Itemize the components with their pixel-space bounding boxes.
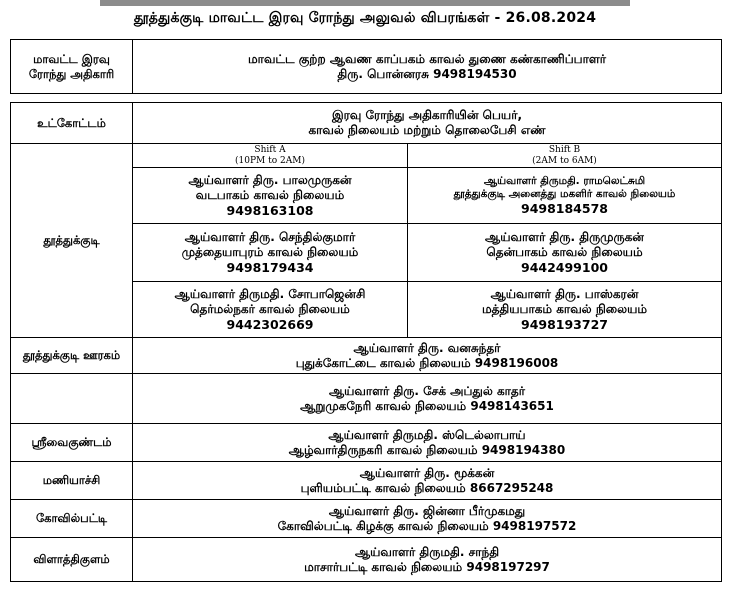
- officer-station-phone: புதுக்கோட்டை காவல் நிலையம் 9498196008: [295, 355, 559, 370]
- table-row: [11, 374, 722, 424]
- officer-name: ஆய்வாளர் திரு. பாஸ்கரன்: [490, 286, 639, 301]
- officer-cell: [408, 168, 722, 224]
- table-row: [11, 338, 722, 374]
- district-officer-designation: மாவட்ட குற்ற ஆவண காப்பகம் காவல் துணை கண்காணிப்பாளர்: [248, 51, 606, 66]
- officer-name: ஆய்வாளர் திருமதி. சாந்தி: [354, 544, 500, 559]
- officer-header-line2: காவல் நிலையம் மற்றும் தொலைபேசி எண்: [308, 123, 546, 137]
- officer-phone: 9498184578: [521, 200, 608, 216]
- shift-a-name: Shift A: [254, 144, 286, 155]
- officer-cell: [133, 338, 722, 374]
- officer-station: முத்தையாபுரம் காவல் நிலையம்: [181, 244, 359, 259]
- officer-cell: [133, 282, 408, 338]
- officer-cell: [133, 374, 722, 424]
- officer-name: ஆய்வாளர் திரு. பாலமுருகன்: [188, 172, 352, 187]
- officer-name: ஆய்வாளர் திரு. செந்தில்குமார்: [184, 229, 356, 244]
- shift-b-time: (2AM to 6AM): [532, 155, 597, 166]
- officer-station-phone: ஆறுமுகநேரி காவல் நிலையம் 9498143651: [300, 398, 554, 413]
- subdivision-rural: தூத்துக்குடி ஊரகம்: [11, 338, 133, 374]
- officer-phone: 9498163108: [226, 202, 314, 218]
- shift-b-name: Shift B: [548, 144, 581, 155]
- subdivision-blank: [11, 374, 133, 424]
- officer-name: ஆய்வாளர் திருமதி. ஸ்டெல்லாபாய்: [328, 427, 526, 442]
- officer-cell: [408, 282, 722, 338]
- officer-cell: [133, 462, 722, 500]
- officer-phone: 9498193727: [521, 316, 608, 332]
- officer-cell: [133, 424, 722, 462]
- officer-station: தூத்துக்குடி அனைத்து மகளிர் காவல் நிலையம்: [453, 187, 676, 200]
- table-row: [11, 500, 722, 538]
- officer-station: தென்பாகம் காவல் நிலையம்: [486, 244, 643, 259]
- subdivision-srivaikuntam: ஸ்ரீவைகுண்டம்: [11, 424, 133, 462]
- table-header-row: [11, 103, 722, 144]
- top-edge-bar: [100, 0, 630, 6]
- district-officer-details: [133, 40, 722, 94]
- officer-station-phone: புளியம்பட்டி காவல் நிலையம் 8667295248: [300, 480, 554, 495]
- shift-b-header: [408, 144, 722, 168]
- officer-station-phone: ஆழ்வார்திருநகரி காவல் நிலையம் 9498194380: [288, 442, 566, 457]
- officer-station: வடபாகம் காவல் நிலையம்: [195, 187, 345, 202]
- officer-phone: 9442499100: [521, 259, 608, 275]
- officer-name: ஆய்வாளர் திரு. திருமுருகன்: [485, 229, 644, 244]
- shift-a-time: (10PM to 2AM): [235, 155, 305, 166]
- officer-cell: [133, 500, 722, 538]
- officer-name: ஆய்வாளர் திரு. ஜின்னா பீர்முகமது: [328, 503, 526, 518]
- district-officer-table: [10, 39, 722, 94]
- subdivision-vilathikulam: விளாத்திகுளம்: [11, 538, 133, 582]
- officer-name: ஆய்வாளர் திரு. வனசுந்தர்: [353, 340, 501, 355]
- officer-station-phone: மாசார்பட்டி காவல் நிலையம் 9498197297: [304, 559, 550, 574]
- officer-cell: [133, 168, 408, 224]
- officer-station-phone: கோவில்பட்டி கிழக்கு காவல் நிலையம் 9498197572: [277, 518, 577, 533]
- table-row: [11, 538, 722, 582]
- officer-station: மத்தியபாகம் காவல் நிலையம்: [481, 301, 648, 316]
- subdivision-header: உட்கோட்டம்: [11, 103, 133, 144]
- district-officer-name-phone: திரு. பொன்னரசு 9498194530: [337, 66, 517, 81]
- officer-name: ஆய்வாளர் திருமதி. ராமலெட்சுமி: [483, 174, 646, 187]
- table-row: [11, 424, 722, 462]
- subdivision-maniyachi: மணியாச்சி: [11, 462, 133, 500]
- subdivision-kovilpatti: கோவில்பட்டி: [11, 500, 133, 538]
- district-officer-label: மாவட்ட இரவு ரோந்து அதிகாரி: [11, 40, 133, 94]
- officer-name: ஆய்வாளர் திரு. மூக்கன்: [359, 465, 495, 480]
- officer-cell: [408, 224, 722, 282]
- page-title: தூத்துக்குடி மாவட்ட இரவு ரோந்து அலுவல் விபரங்கள் - 26.08.2024: [133, 10, 597, 26]
- officer-station: தெர்மல்நகர் காவல் நிலையம்: [190, 301, 350, 316]
- shift-row: [11, 144, 722, 168]
- shift-a-header: [133, 144, 408, 168]
- officer-name: ஆய்வாளர் திரு. சேக் அப்துல் காதர்: [328, 383, 526, 398]
- patrol-table: [10, 102, 722, 582]
- subdivision-thoothukudi: தூத்துக்குடி: [11, 144, 133, 338]
- officer-phone: 9498179434: [226, 259, 314, 275]
- officer-name: ஆய்வாளர் திருமதி. சோபாஜென்சி: [174, 286, 366, 301]
- officer-phone: 9442302669: [226, 316, 314, 332]
- officer-header-line1: இரவு ரோந்து அதிகாரியின் பெயர்,: [331, 108, 523, 122]
- table-row: [11, 462, 722, 500]
- officer-header: [133, 103, 722, 144]
- officer-cell: [133, 538, 722, 582]
- officer-cell: [133, 224, 408, 282]
